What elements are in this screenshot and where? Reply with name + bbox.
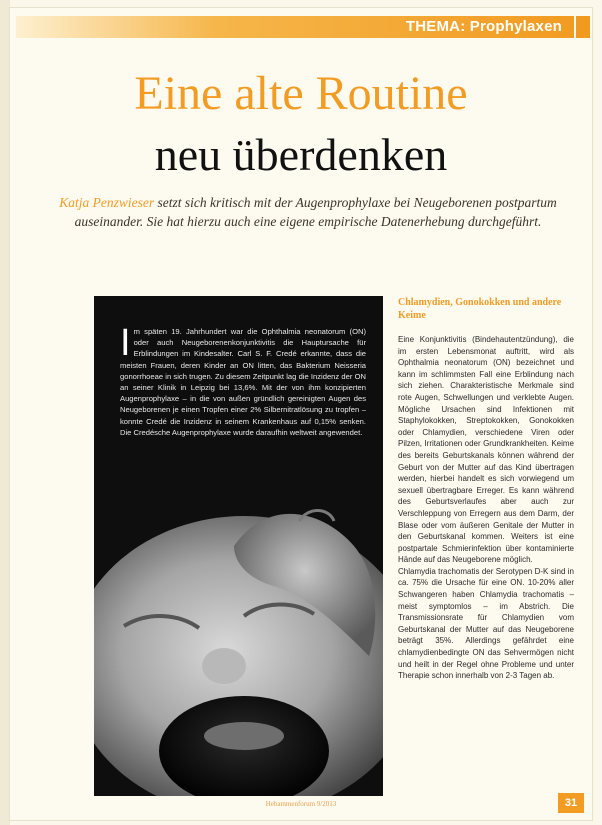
intro-text — [120, 322, 366, 438]
page-number: 31 — [558, 793, 584, 813]
headline-line2: neu überdenken — [154, 129, 448, 180]
sidebar-heading: Chlamydien, Gonokokken und andere Keime — [398, 297, 562, 321]
section-header-bar — [16, 16, 590, 38]
footer-journal: Hebammenforum 9/2013 — [265, 800, 337, 808]
header-end-mark — [574, 16, 582, 38]
lead-author: Katja Penzwieser — [59, 195, 155, 210]
section-title: THEMA: Prophylaxen — [405, 18, 562, 35]
intro-dropcap: I — [120, 322, 131, 364]
lead-paragraph — [48, 193, 568, 231]
intro-paragraph: m späten 19. Jahrhundert war die Ophthalmia neonatorum (ON) oder auch Neugeborenenkonjunktivitis die Hauptursache für Erblindungen im Kindesalter. Carl S. F. Credé erkannte, dass die meisten Frauen, deren Kinder an ON litten, das Bakterium Neisseria gonorrhoeae in sich trugen. Zu diesem Zeitpunkt lag die Inzidenz der ON an seiner Klinik in Leipzig bei 13,6%. Mit der von ihm konzipierten Augenprophylaxe – in die von außen gründlich gereinigten Augen des Neugeborenen je einen Tropfen einer 2% Silbernitratlösung zu tropfen – konnte Credé die Inzidenz in seinem Krankenhaus auf 0,15% senken. Die Credésche Augenprophylaxe wurde daraufhin weltweit angewendet. — [120, 327, 366, 437]
lead-text: setzt sich kritisch mit der Augenprophylaxe bei Neugeborenen postpartum auseinander. Sie hat hierzu auch eine eigene empirische Datenerhebung durchgeführt. — [74, 195, 557, 229]
sidebar-paragraph-1: Eine Konjunktivitis (Bindehautentzündung), die im ersten Lebensmonat auftritt, wird als Ophthalmia neonatorum (ON) bezeichnet und kann im schlimmsten Fall eine Erblindung nach sich ziehen. Charakteristische Merkmale sind rote Augen, Schwellungen und verklebte Augen. Mögliche Ursachen sind Infektionen mit Staphylokokken, Streptokokken, Gonokokken oder Chlamydien, verschiedene Viren oder Pilzen, Irritationen oder Grundkrankheiten. Keime des bereits Geburtskanals können während der Geburt von der Mutter auf das Kind übertragen werden, hierbei handelt es sich vorwiegend um sexuell übertragbare Erreger. Es kann während des Geburtsverlaufes aber auch zur Verschleppung von Erregern aus dem Darm, der Blase oder vom äußeren Genitale der Mutter in den Geburtskanal kommen. Weiters ist eine postpartale Schmierinfektion über kontaminierte Hände auf das Neugeborene möglich. — [398, 335, 574, 565]
sidebar-column — [398, 296, 574, 682]
article-photo — [94, 296, 383, 796]
headline-line1: Eine alte Routine — [134, 67, 468, 120]
sidebar-paragraph-2: Chlamydia trachomatis der Serotypen D-K sind in ca. 75% die Ursache für eine ON. 10-20% aller Schwangeren haben Chlamydia trachomatis – meist symptomlos – im Abstrich. Die Transmissionsrate für Chlamydien vom Geburtskanal der Mutter auf das Neugeborene beträgt 35%. Allerdings gefährdet eine chlamydienbedingte ON das Sehvermögen nicht und heilt in der Regel ohne Probleme und unter Therapie schon innerhalb von 2-3 Tagen ab. — [398, 566, 574, 681]
page-left-edge — [0, 0, 10, 825]
